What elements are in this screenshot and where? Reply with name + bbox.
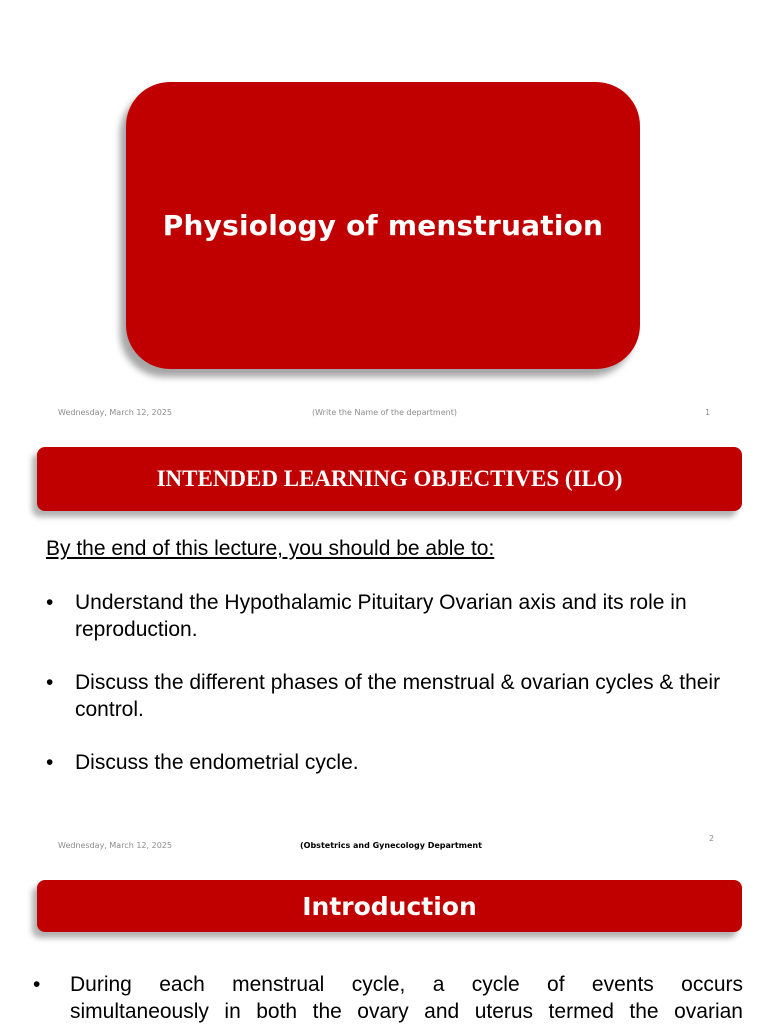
page-number: 1 — [705, 408, 711, 417]
list-item: • Discuss the different phases of the menstrual & ovarian cycles & their control. — [46, 669, 736, 723]
objectives-list — [46, 589, 736, 802]
footer-date: Wednesday, March 12, 2025 — [58, 408, 172, 417]
slide-1 — [0, 0, 768, 433]
bullet: • — [33, 973, 41, 996]
ilo-banner-text: INTENDED LEARNING OBJECTIVES (ILO) — [156, 466, 623, 491]
list-item: • Discuss the endometrial cycle. — [46, 749, 736, 776]
list-item: • Understand the Hypothalamic Pituitary Ovarian axis and its role in reproduction. — [46, 589, 736, 643]
intro-paragraph — [70, 971, 743, 1025]
slide-title: Physiology of menstruation — [162, 209, 604, 242]
intro-line-2: simultaneously in both the ovary and uterus termed the ovarian — [70, 1000, 743, 1023]
footer-date: Wednesday, March 12, 2025 — [58, 841, 172, 850]
ilo-banner — [37, 447, 742, 511]
footer-department: (Obstetrics and Gynecology Department — [300, 841, 482, 850]
slide-3 — [0, 867, 768, 1024]
footer-department: (Write the Name of the department) — [312, 408, 457, 417]
intro-line-1: During each menstrual cycle, a cycle of events occurs — [70, 973, 743, 996]
slide-2 — [0, 433, 768, 867]
introduction-banner-text: Introduction — [302, 891, 477, 921]
objectives-lead: By the end of this lecture, you should be able to: — [46, 537, 495, 560]
page-number: 2 — [709, 834, 715, 843]
introduction-banner — [37, 880, 742, 932]
title-box — [126, 82, 640, 369]
